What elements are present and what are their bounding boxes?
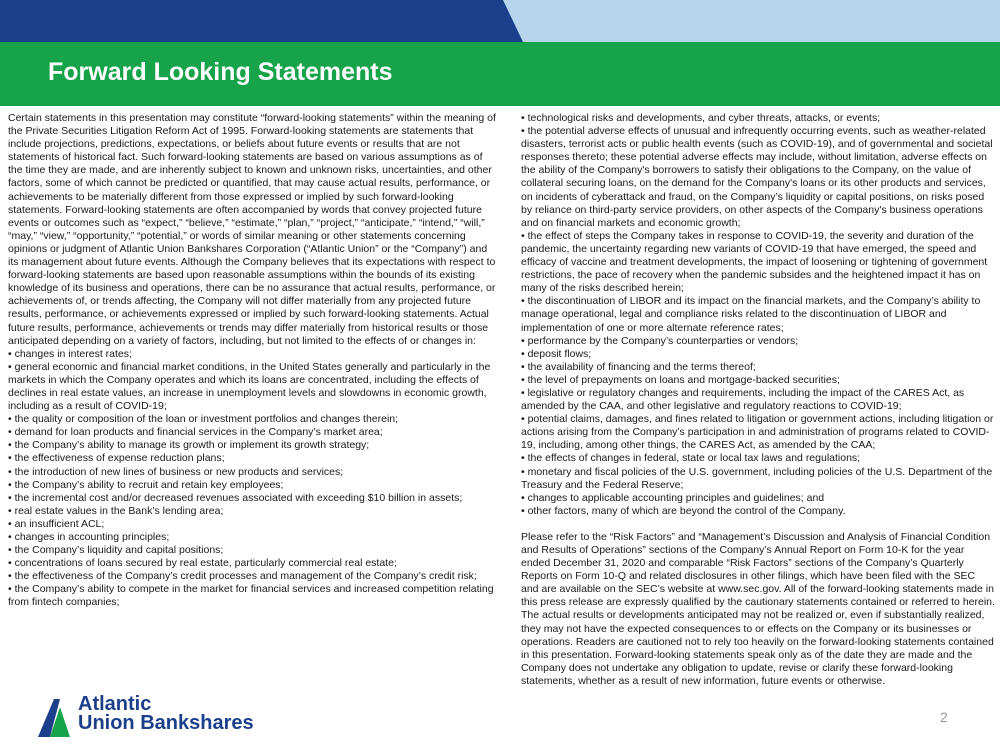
page-number: 2 <box>940 709 948 725</box>
list-item: • deposit flows; <box>521 347 592 360</box>
list-item: • the Company’s liquidity and capital positions; <box>8 544 224 557</box>
intro-paragraph: Certain statements in this presentation may constitute “forward-looking statements” within the meaning of the Private Securities Litigation Reform Act of 1995. Forward-looking statements are statements that include projections, predictions, expectations, or beliefs about future events or results that are not statements of historical fact. Such forward-looking statements are based on various assumptions as of the time they are made, and are inherently subject to known and unknown risks, uncertainties, and other factors, some of which cannot be predicted or quantified, that may cause actual results, performance, or achievements to be materially different from those expressed or implied by such forward-looking statements. Forward-looking statements are often accompanied by words that convey projected future events or outcomes such as “expect,” “believe,” “estimate,” “plan,” “project,” “anticipate,” “intend,” “will,” “may,” “view,” “opportunity,” “potential,” or words of similar meaning or other statements concerning opinions or judgment of Atlantic Union Bankshares Corporation (“Atlantic Union” or the “Company”) and its management about future events. Although the Company believes that its expectations with respect to forward-looking statements are based upon reasonable assumptions within the bounds of its existing knowledge of its business and operations, there can be no assurance that actual results, performance, or achievements of, or trends affecting, the Company will not differ materially from any projected future results, performance, or achievements expressed or implied by such forward-looking statements. Actual future results, performance, achievements or trends may differ materially from historical results or those anticipated depending on a variety of factors, including, but not limited to the effects of or changes in: <box>8 112 496 347</box>
list-item: • the potential adverse effects of unusual and infrequently occurring events, such as weather-related disasters, terrorist acts or public health events (such as COVID-19), and of governmental and societal responses thereto; these potential adverse effects may include, without limitation, adverse effects on the ability of the Company's borrowers to satisfy their obligations to the Company, on the value of collateral securing loans, on the demand for the Company's loans or its other products and services, on incidents of cyberattack and fraud, on the Company’s liquidity or capital positions, on risks posed by reliance on third-party service providers, on other aspects of the Company's business operations and on financial markets and economic growth; <box>521 125 993 229</box>
list-item: • technological risks and developments, and cyber threats, attacks, or events; <box>521 112 881 124</box>
left-column <box>8 112 496 610</box>
list-item: • the quality or composition of the loan or investment portfolios and changes therein; <box>8 413 399 426</box>
list-item: • the incremental cost and/or decreased revenues associated with exceeding $10 billion in assets; <box>8 491 463 504</box>
company-logo <box>36 695 281 743</box>
list-item: • changes in interest rates; <box>8 347 132 360</box>
list-item: • performance by the Company’s counterparties or vendors; <box>521 334 799 347</box>
list-item: • the introduction of new lines of business or new products and services; <box>8 465 344 478</box>
logo-mark-icon <box>36 695 76 739</box>
list-item: • the Company’s ability to recruit and retain key employees; <box>8 478 284 491</box>
list-item: • the Company’s ability to compete in the market for financial services and increased competition relating from fintech companies; <box>8 583 494 609</box>
list-item: • monetary and fiscal policies of the U.S. government, including policies of the U.S. Department of the Treasury and the Federal Reserve; <box>521 465 993 491</box>
list-item: • the availability of financing and the terms thereof; <box>521 360 756 373</box>
list-item: • legislative or regulatory changes and requirements, including the impact of the CARES Act, as amended by the CAA, and other legislative and regulatory reactions to COVID-19; <box>521 386 965 413</box>
slide-title: Forward Looking Statements <box>48 58 393 86</box>
list-item: • real estate values in the Bank’s lending area; <box>8 504 224 517</box>
header-top-bar <box>0 0 1000 42</box>
right-column <box>521 112 995 688</box>
list-item: • an insufficient ACL; <box>8 517 105 530</box>
logo-wordmark <box>78 695 254 733</box>
list-item: • demand for loan products and financial services in the Company’s market area; <box>8 426 383 439</box>
list-item: • the effects of changes in federal, state or local tax laws and regulations; <box>521 452 861 465</box>
list-item: • changes to applicable accounting principles and guidelines; and <box>521 491 825 504</box>
list-item: • general economic and financial market conditions, in the United States generally and particularly in the markets in which the Company operates and which its loans are concentrated, including the effects of declines in real estate values, an increase in unemployment levels and slowdowns in economic growth, including as a result of COVID-19; <box>8 360 491 413</box>
logo-line-1: Atlantic <box>78 693 152 715</box>
list-item: • potential claims, damages, and fines related to litigation or government actions, including litigation or actions arising from the Company’s participation in and administration of programs related to COVID-19, including, among other things, the CARES Act, as amended by the CAA; <box>521 413 994 452</box>
list-item: • the Company’s ability to manage its growth or implement its growth strategy; <box>8 439 370 452</box>
closing-paragraph: Please refer to the “Risk Factors” and “Management’s Discussion and Analysis of Financial Condition and Results of Operations” sections of the Company’s Annual Report on Form 10-K for the year ended December 31, 2020 and comparable “Risk Factors” sections of the Company’s Quarterly Reports on Form 10-Q and related disclosures in other filings, which have been filed with the SEC and are available on the SEC’s website at www.sec.gov. All of the forward-looking statements made in this press release are expressly qualified by the cautionary statements contained or referred to herein. The actual results or developments anticipated may not be realized or, even if substantially realized, they may not have the expected consequences to or effects on the Company or its businesses or operations. Readers are cautioned not to rely too heavily on the forward-looking statements contained in this presentation. Forward-looking statements speak only as of the date they are made and the Company does not undertake any obligation to update, revise or clarify these forward-looking statements, whether as a result of new information, future events or otherwise. <box>521 530 995 687</box>
logo-line-2: Union Bankshares <box>78 712 254 734</box>
paragraph-gap <box>521 518 995 531</box>
list-item: • concentrations of loans secured by real estate, particularly commercial real estate; <box>8 557 397 570</box>
list-item: • other factors, many of which are beyond the control of the Company. <box>521 504 846 517</box>
list-item: • the level of prepayments on loans and mortgage-backed securities; <box>521 373 840 386</box>
list-item: • the effectiveness of the Company’s credit processes and management of the Company’s credit risk; <box>8 570 477 583</box>
list-item: • the effectiveness of expense reduction plans; <box>8 452 225 465</box>
list-item: • the effect of steps the Company takes in response to COVID-19, the severity and duration of the pandemic, the uncertainty regarding new variants of COVID-19 that have emerged, the speed and efficacy of vaccine and treatment developments, the impact of loosening or tightening of government restrictions, the pace of recovery when the pandemic subsides and the heightened impact it has on many of the risks described herein; <box>521 229 988 295</box>
list-item: • the discontinuation of LIBOR and its impact on the financial markets, and the Company’s ability to manage operational, legal and compliance risks related to the discontinuation of LIBOR and implementation of one or more alternate reference rates; <box>521 295 981 334</box>
list-item: • changes in accounting principles; <box>8 531 170 543</box>
